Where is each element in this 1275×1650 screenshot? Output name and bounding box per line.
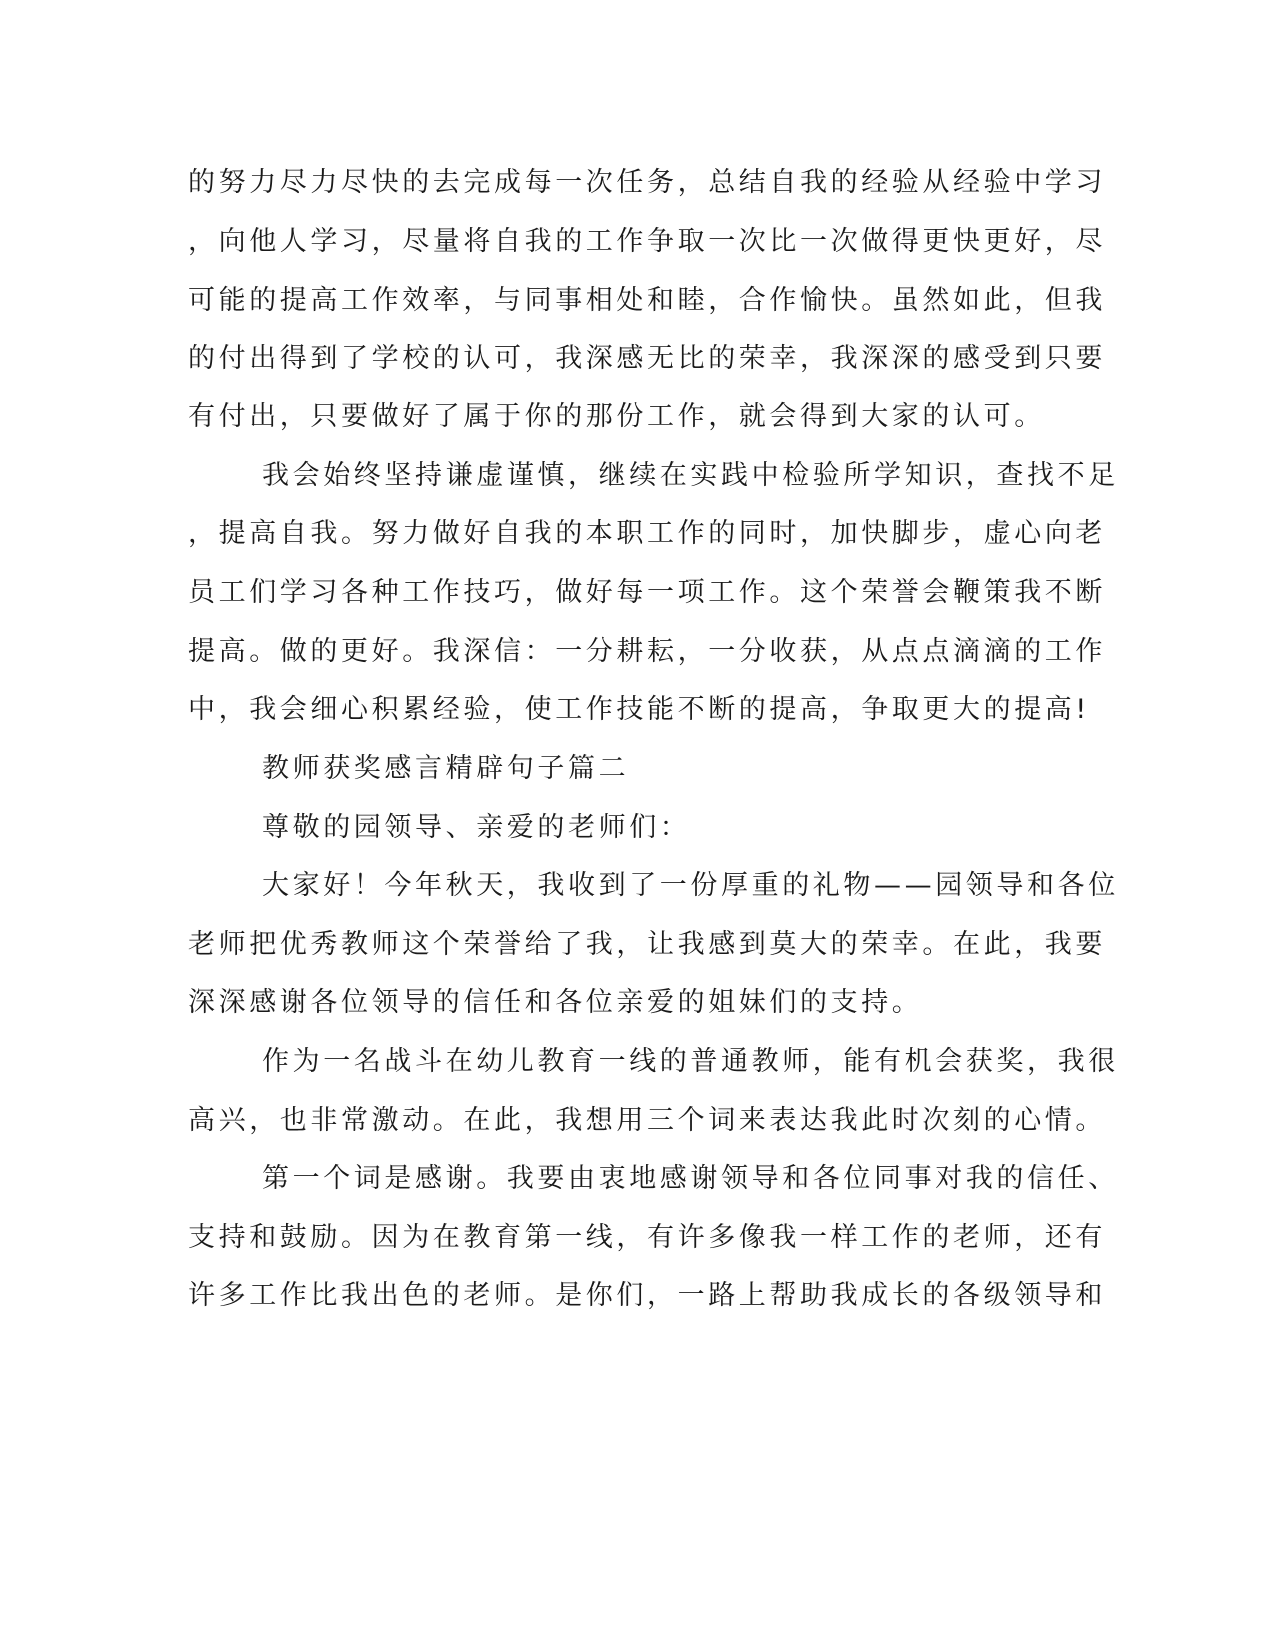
body-text-line: ，提高自我。努力做好自我的本职工作的同时，加快脚步，虚心向老 xyxy=(188,518,1106,549)
body-text-line: 中，我会细心积累经验，使工作技能不断的提高，争取更大的提高! xyxy=(188,694,1090,725)
body-text-line: 提高。做的更好。我深信：一分耕耘，一分收获，从点点滴滴的工作 xyxy=(188,636,1106,667)
section-heading: 教师获奖感言精辟句子篇二 xyxy=(262,753,630,784)
salutation-line: 尊敬的园领导、亲爱的老师们： xyxy=(262,812,691,843)
body-text-line: 我会始终坚持谦虚谨慎，继续在实践中检验所学知识，查找不足 xyxy=(262,460,1119,491)
body-text-line: 支持和鼓励。因为在教育第一线，有许多像我一样工作的老师，还有 xyxy=(188,1222,1106,1253)
body-text-line: 的付出得到了学校的认可，我深感无比的荣幸，我深深的感受到只要 xyxy=(188,343,1106,374)
body-text-line: 的努力尽力尽快的去完成每一次任务，总结自我的经验从经验中学习 xyxy=(188,167,1106,198)
body-text-line: 员工们学习各种工作技巧，做好每一项工作。这个荣誉会鞭策我不断 xyxy=(188,577,1106,608)
body-text-line: 有付出，只要做好了属于你的那份工作，就会得到大家的认可。 xyxy=(188,401,1045,432)
body-text-line: 许多工作比我出色的老师。是你们，一路上帮助我成长的各级领导和 xyxy=(188,1280,1106,1311)
body-text-line: 高兴，也非常激动。在此，我想用三个词来表达我此时次刻的心情。 xyxy=(188,1105,1106,1136)
body-text-line: 第一个词是感谢。我要由衷地感谢领导和各位同事对我的信任、 xyxy=(262,1163,1119,1194)
body-text-line: 可能的提高工作效率，与同事相处和睦，合作愉快。虽然如此，但我 xyxy=(188,285,1106,316)
body-text-line: 老师把优秀教师这个荣誉给了我，让我感到莫大的荣幸。在此，我要 xyxy=(188,929,1106,960)
body-text-line: ，向他人学习，尽量将自我的工作争取一次比一次做得更快更好，尽 xyxy=(188,226,1106,257)
body-text-line: 深深感谢各位领导的信任和各位亲爱的姐妹们的支持。 xyxy=(188,987,923,1018)
body-text-line: 大家好！今年秋天，我收到了一份厚重的礼物——园领导和各位 xyxy=(262,870,1119,901)
body-text-line: 作为一名战斗在幼儿教育一线的普通教师，能有机会获奖，我很 xyxy=(262,1046,1119,1077)
